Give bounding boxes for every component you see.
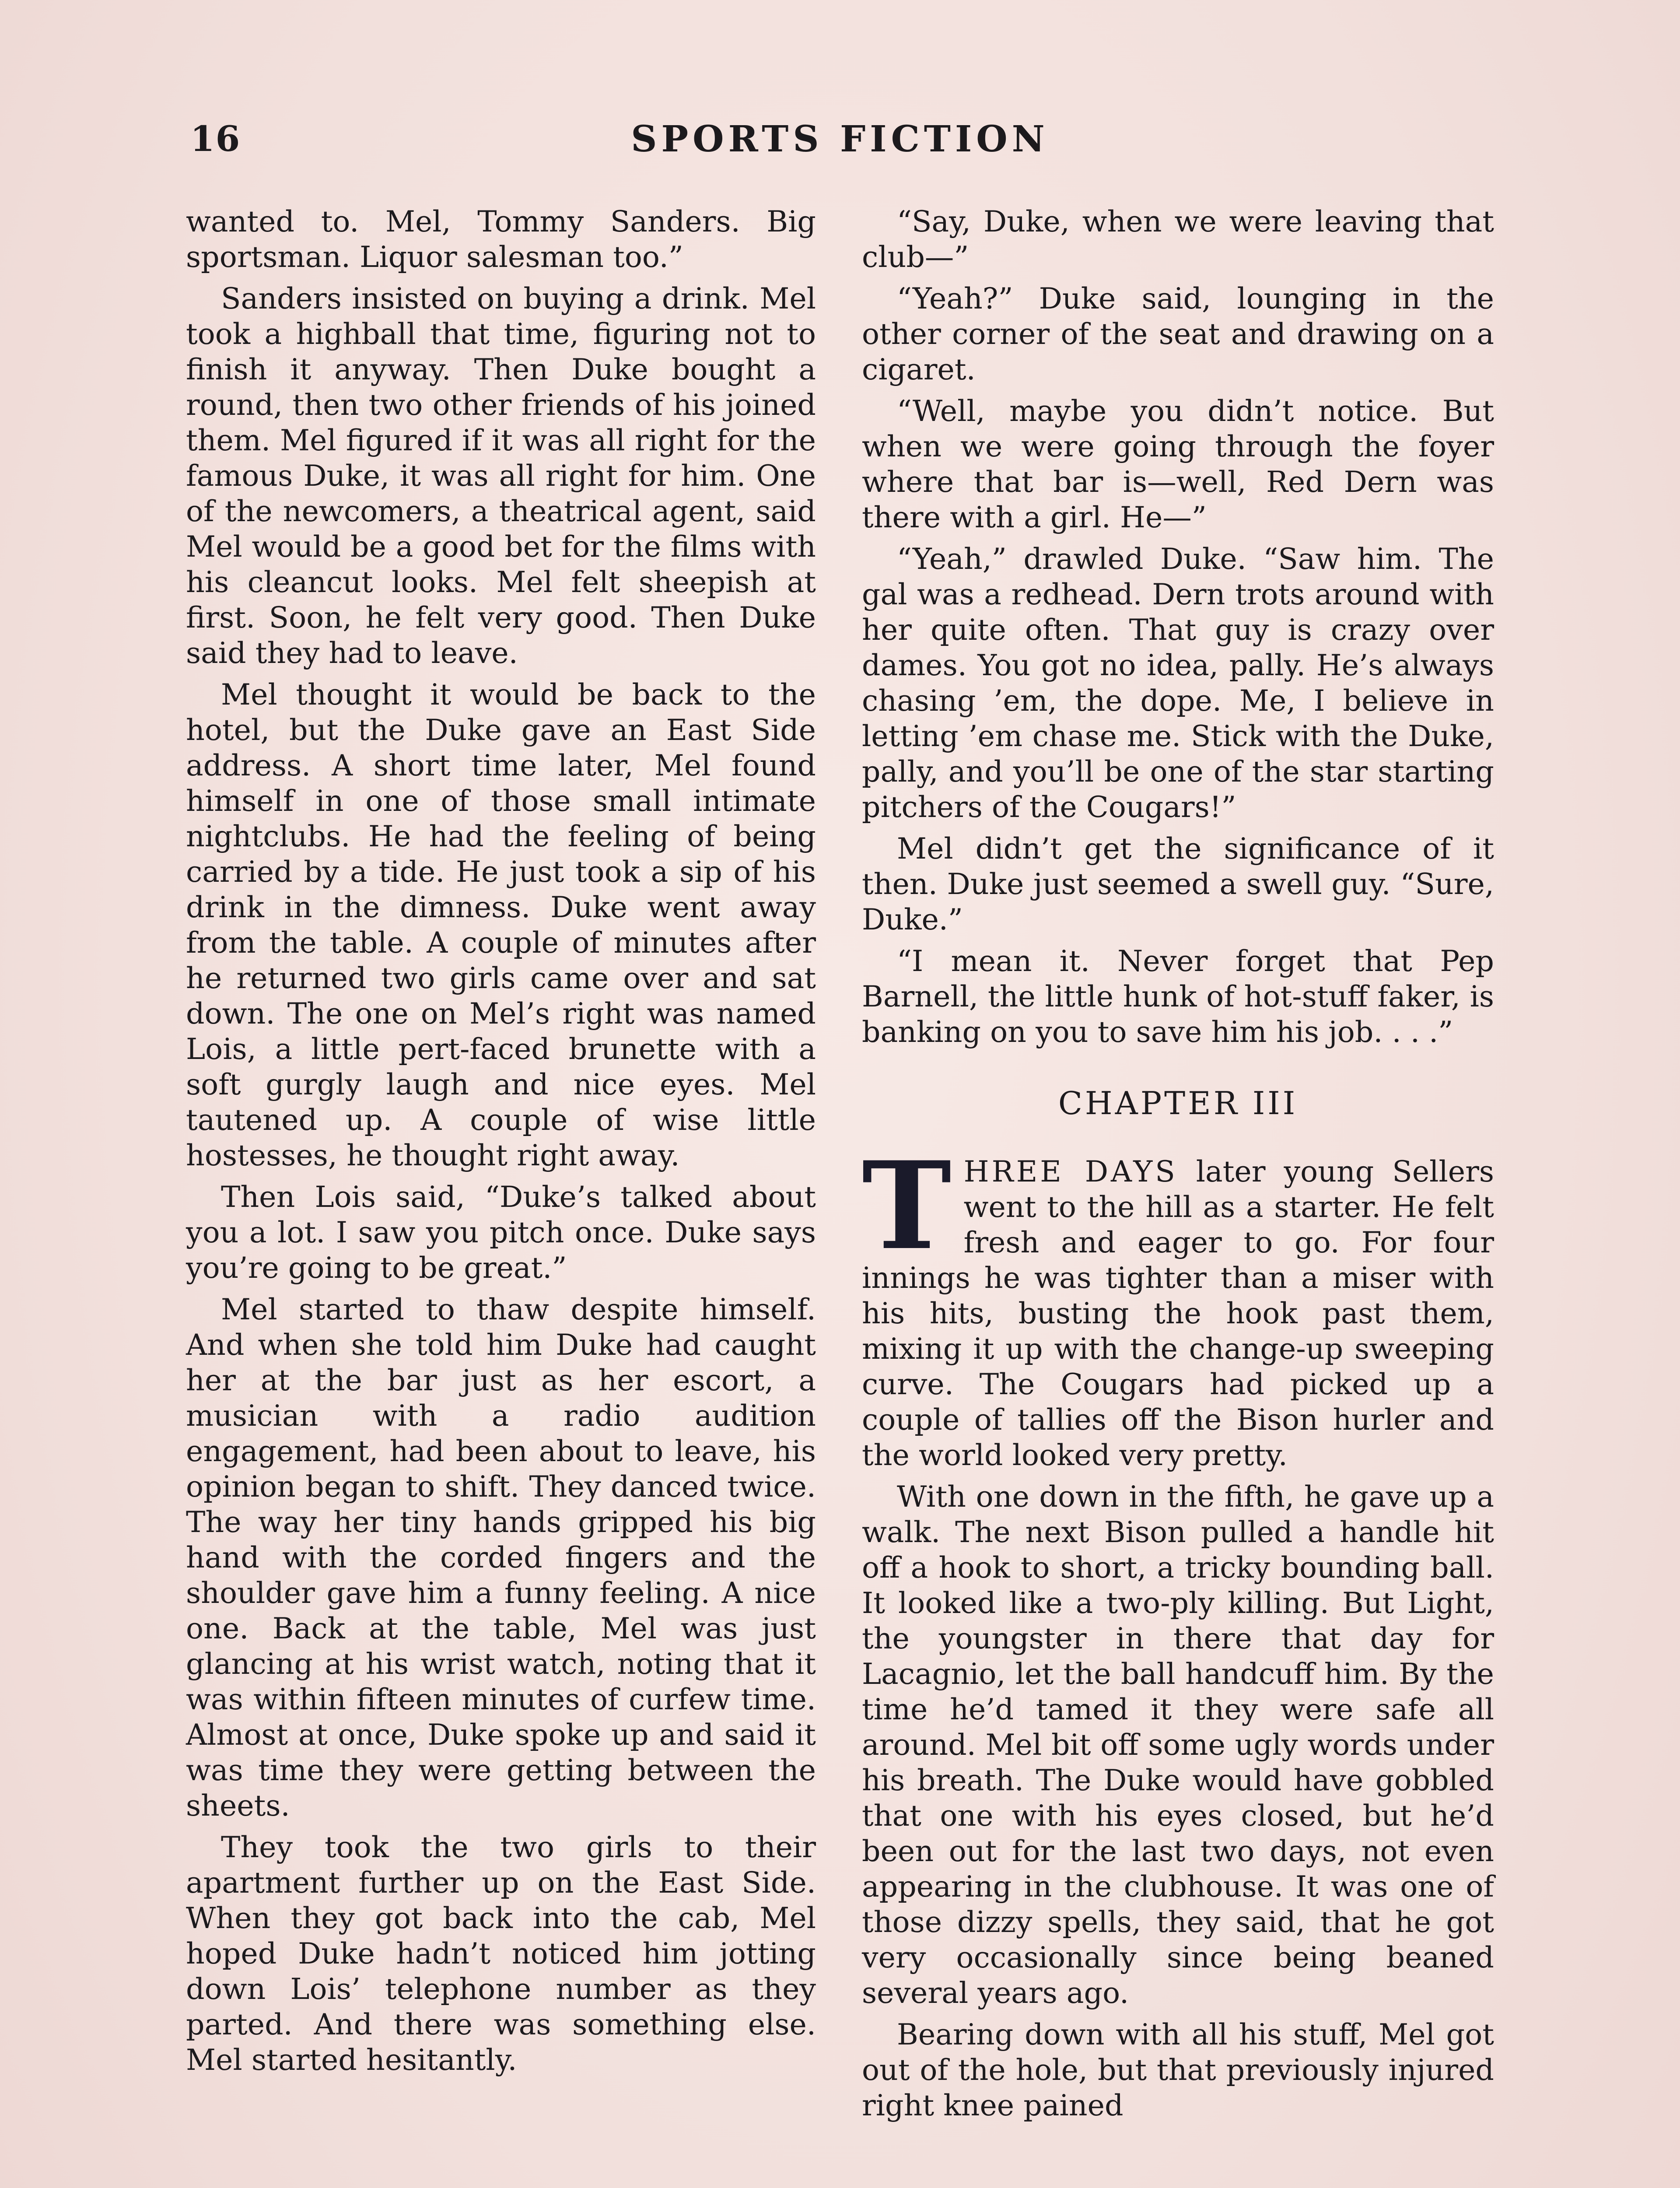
paragraph: “Say, Duke, when we were leaving that club—” xyxy=(862,204,1494,274)
paragraph: “Well, maybe you didn’t notice. But when we were going through the foyer where that bar is—well, Red Dern was there with a girl. He—” xyxy=(862,394,1494,534)
paragraph: Then Lois said, “Duke’s talked about you a lot. I saw you pitch once. Duke says you’re going to be great.” xyxy=(186,1180,816,1285)
paragraph: “Yeah?” Duke said, lounging in the other corner of the seat and drawing on a cigaret. xyxy=(862,281,1494,386)
paragraph: With one down in the fifth, he gave up a walk. The next Bison pulled a handle hit off a hook to short, a tricky bounding ball. It looked like a two-ply killing. But Light, the youngster in there that day for Lacagnio, let the ball handcuff him. By the time he’d tamed it they were safe all around. Mel bit off some ugly words under his breath. The Duke would have gobbled that one with his eyes closed, but he’d been out for the last two days, not even appearing in the clubhouse. It was one of those dizzy spells, they said, that he got very occasionally since being beaned several years ago. xyxy=(862,1480,1494,2010)
chapter-opening-paragraph xyxy=(862,1135,1494,1473)
paragraph: They took the two girls to their apartment further up on the East Side. When they got back into the cab, Mel hoped Duke hadn’t noticed him jotting down Lois’ telephone number as they parted. And there was something else. Mel started hesitantly. xyxy=(186,1830,816,2077)
paragraph: Mel started to thaw despite himself. And when she told him Duke had caught her at the bar just as her escort, a musician with a radio audition engagement, had been about to leave, his opinion began to shift. They danced twice. The way her tiny hands gripped his big hand with the corded fingers and the shoulder gave him a funny feeling. A nice one. Back at the table, Mel was just glancing at his wrist watch, noting that it was within fifteen minutes of curfew time. Almost at once, Duke spoke up and said it was time they were getting between the sheets. xyxy=(186,1292,816,1823)
paragraph: wanted to. Mel, Tommy Sanders. Big sportsman. Liquor salesman too.” xyxy=(186,204,816,274)
opening-smallcaps: HREE DAYS xyxy=(963,1154,1178,1189)
drop-cap: T xyxy=(862,1135,952,1276)
left-column xyxy=(186,204,816,2084)
right-column xyxy=(862,204,1494,2129)
paragraph: Sanders insisted on buying a drink. Mel took a highball that time, figuring not to finish it anyway. Then Duke bought a round, then two other friends of his joined them. Mel figured if it was all right for the famous Duke, it was all right for him. One of the newcomers, a theatrical agent, said Mel would be a good bet for the films with his cleancut looks. Mel felt sheepish at first. Soon, he felt very good. Then Duke said they had to leave. xyxy=(186,281,816,670)
page-number: 16 xyxy=(190,118,241,159)
paragraph: Mel didn’t get the significance of it then. Duke just seemed a swell guy. “Sure, Duke.” xyxy=(862,831,1494,936)
paragraph: Bearing down with all his stuff, Mel got out of the hole, but that previously injured right knee pained xyxy=(862,2017,1494,2122)
opening-text: later young Sellers went to the hill as a starter. He felt fresh and eager to go. For four innings he was tighter than a miser with his hits, busting the hook past them, mixing it up with the change-up sweeping curve. The Cougars had picked up a couple of tallies off the Bison hurler and the world looked very pretty. xyxy=(862,1154,1494,1472)
paragraph: “I mean it. Never forget that Pep Barnell, the little hunk of hot-stuff faker, is banking on you to save him his job. . . .” xyxy=(862,944,1494,1049)
paragraph: Mel thought it would be back to the hotel, but the Duke gave an East Side address. A short time later, Mel found himself in one of those small intimate nightclubs. He had the feeling of being carried by a tide. He just took a sip of his drink in the dimness. Duke went away from the table. A couple of minutes after he returned two girls came over and sat down. The one on Mel’s right was named Lois, a little pert-faced brunette with a soft gurgly laugh and nice eyes. Mel tautened up. A couple of wise little hostesses, he thought right away. xyxy=(186,677,816,1172)
paragraph: “Yeah,” drawled Duke. “Saw him. The gal was a redhead. Dern trots around with her quite often. That guy is crazy over dames. You got no idea, pally. He’s always chasing ’em, the dope. Me, I believe in letting ’em chase me. Stick with the Duke, pally, and you’ll be one of the star starting pitchers of the Cougars!” xyxy=(862,542,1494,824)
chapter-heading: CHAPTER III xyxy=(1058,1085,1298,1122)
running-head: SPORTS FICTION xyxy=(631,118,1049,160)
